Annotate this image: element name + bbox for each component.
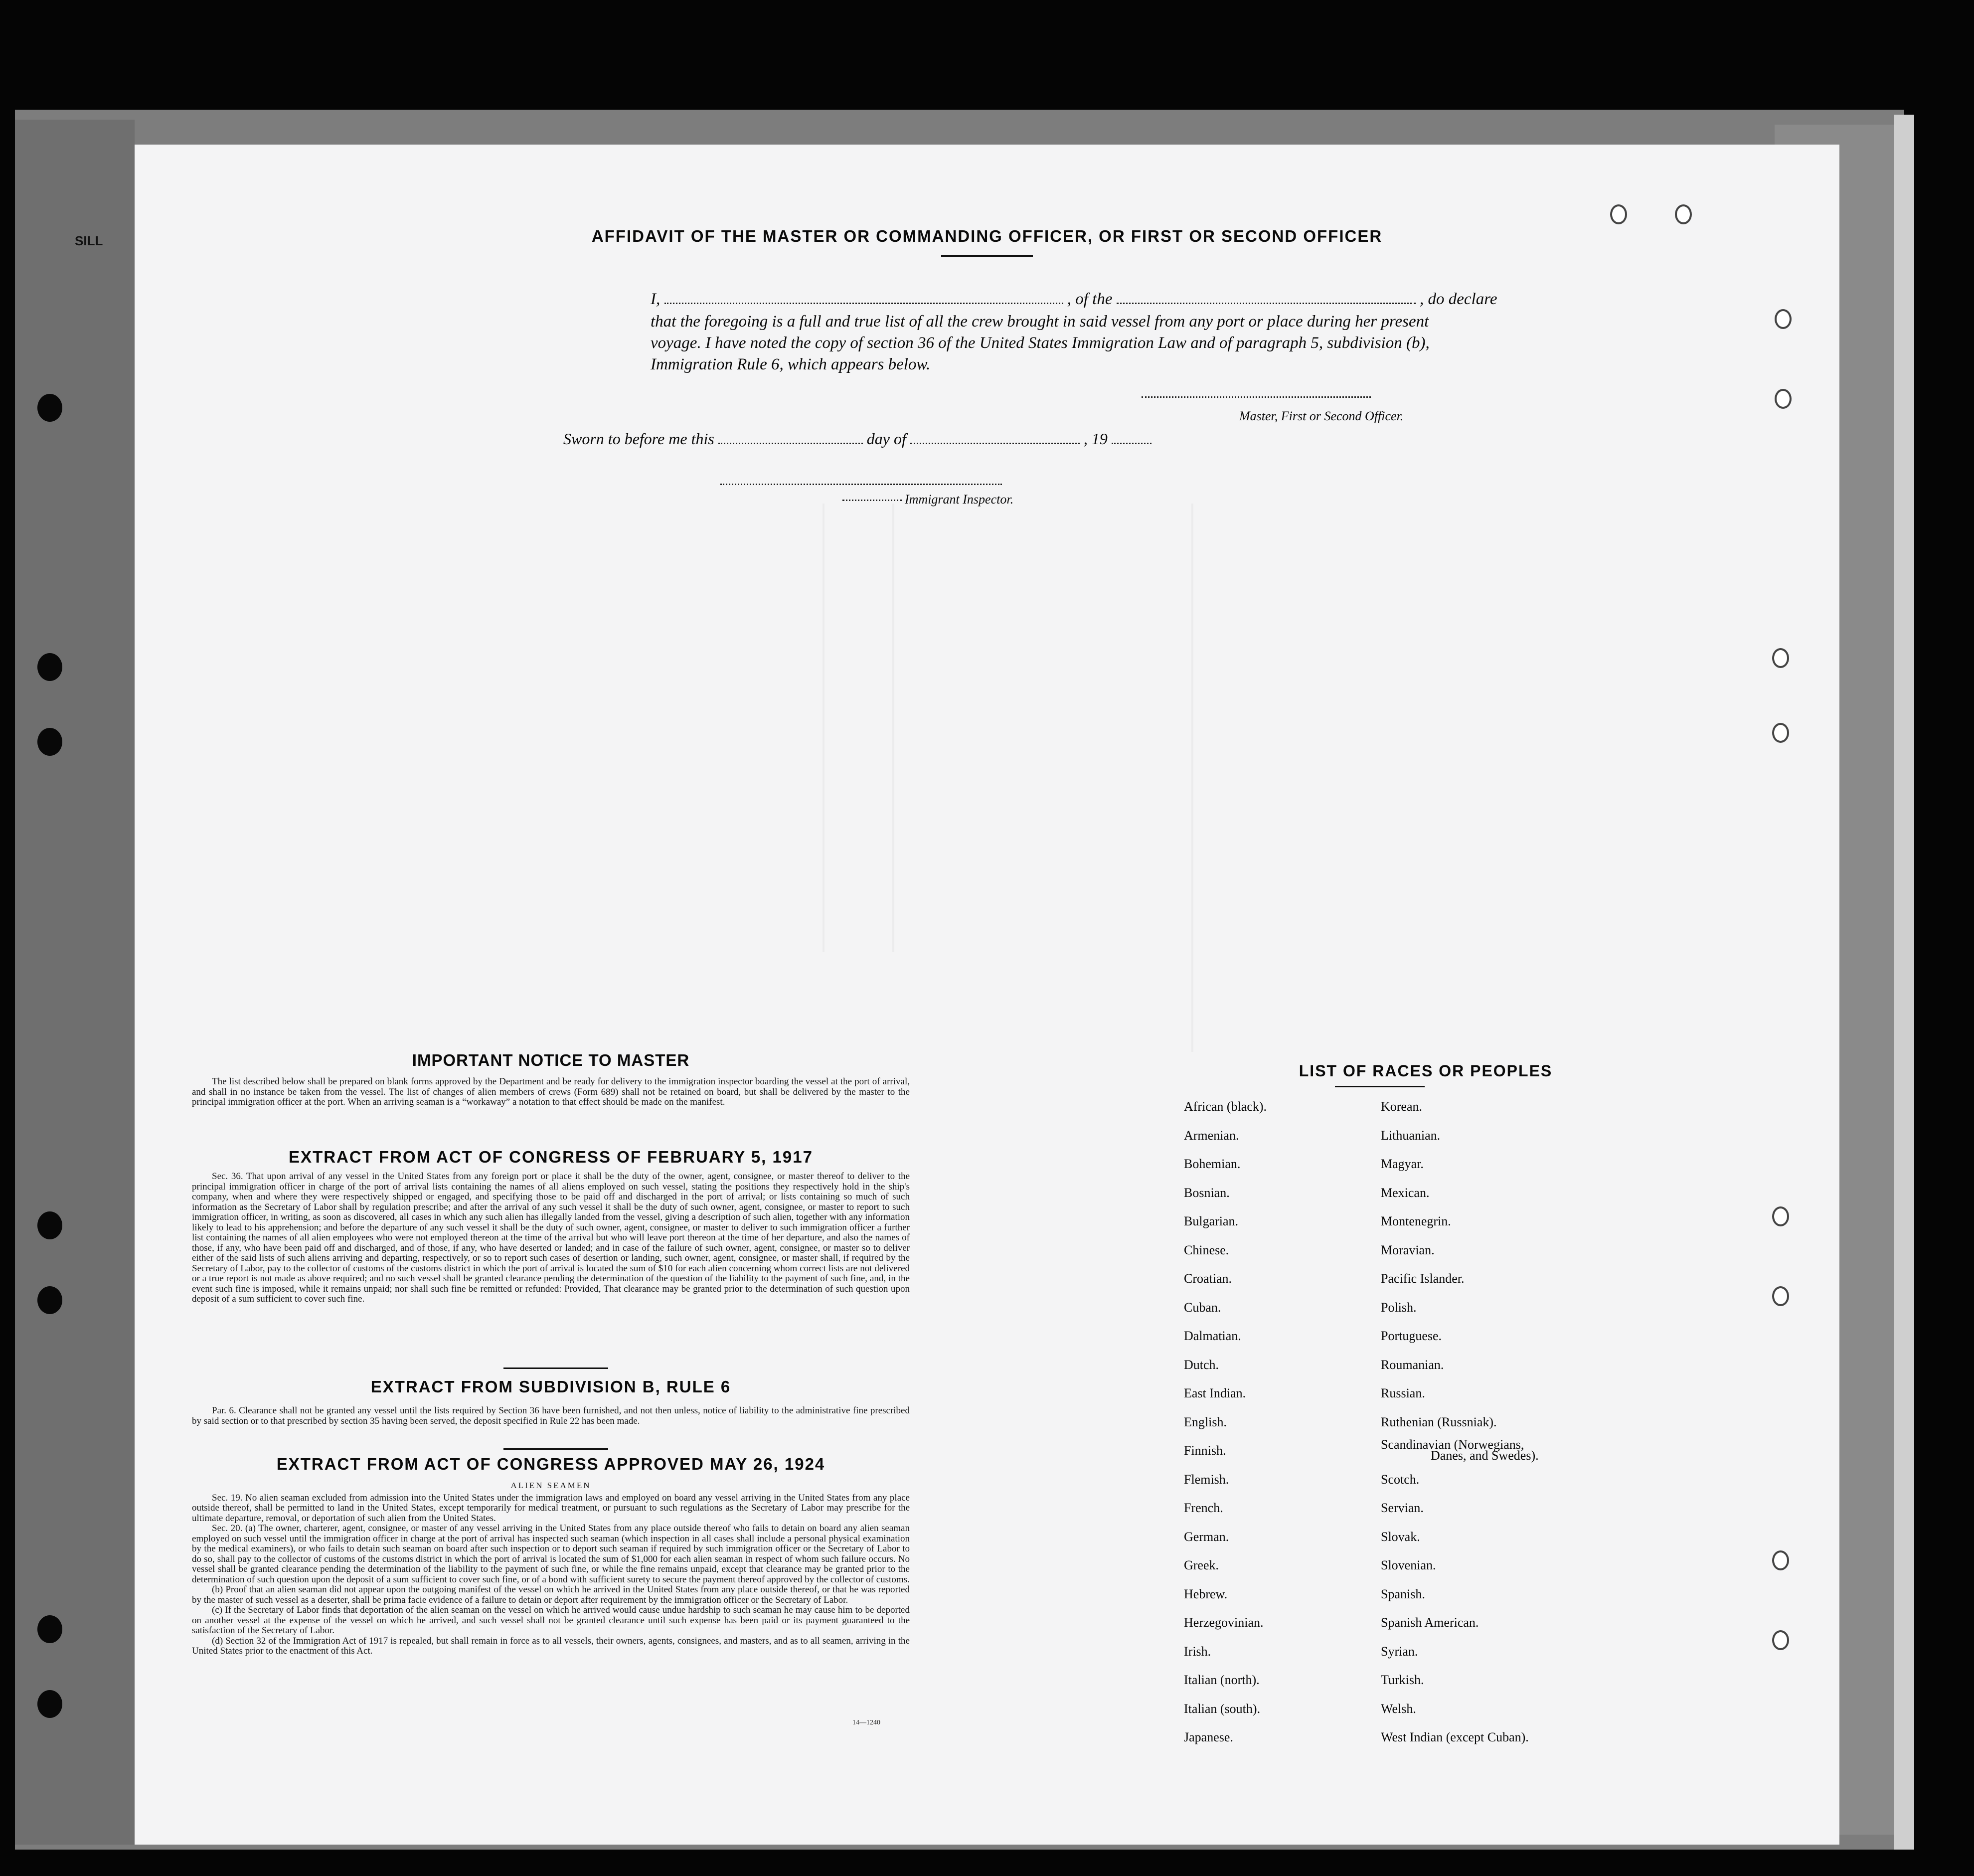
affidavit-title: AFFIDAVIT OF THE MASTER OR COMMANDING OFFICER, OR FIRST OR SECOND OFFICER xyxy=(591,227,1383,245)
race-item: Mexican. xyxy=(1381,1185,1430,1200)
page-hole xyxy=(1772,648,1789,668)
inspector-signature-line xyxy=(720,484,1002,485)
race-item: Chinese. xyxy=(1184,1242,1229,1257)
page-hole xyxy=(1675,204,1692,224)
race-item: Italian (south). xyxy=(1184,1701,1261,1716)
inspector-label: Immigrant Inspector. xyxy=(905,492,1014,507)
race-item: Flemish. xyxy=(1184,1472,1229,1487)
page-hole xyxy=(1772,1286,1789,1306)
bleed-through-line xyxy=(1191,504,1193,1052)
month-blank xyxy=(910,433,1080,444)
bleed-through-line xyxy=(892,504,894,952)
race-item: Armenian. xyxy=(1184,1128,1239,1143)
race-item: Dutch. xyxy=(1184,1357,1219,1372)
race-item: Cuban. xyxy=(1184,1300,1221,1315)
alien-seamen-subtitle: ALIEN SEAMEN xyxy=(510,1481,591,1490)
race-item: East Indian. xyxy=(1184,1386,1246,1400)
race-item: Turkish. xyxy=(1381,1673,1424,1687)
page-hole xyxy=(1610,204,1627,224)
page-hole xyxy=(1775,309,1792,329)
race-item: German. xyxy=(1184,1529,1229,1544)
vessel-blank xyxy=(1117,293,1416,304)
race-item: West Indian (except Cuban). xyxy=(1381,1730,1529,1744)
race-item: Pacific Islander. xyxy=(1381,1271,1465,1286)
sworn-line: Sworn to before me this day of , 19 xyxy=(563,430,1152,448)
affidavit-line-3: voyage. I have noted the copy of section 36 of the United States Immigration Law and of paragraph 5, subdivision (b), xyxy=(651,334,1430,352)
affidavit-line-4: Immigration Rule 6, which appears below. xyxy=(651,355,931,373)
binder-hole xyxy=(37,653,62,681)
section-rule xyxy=(503,1448,608,1450)
backing-sheet-edge xyxy=(1894,115,1914,1850)
binder-hole xyxy=(37,1286,62,1314)
extract-rule6-body: Par. 6. Clearance shall not be granted any vessel until the lists required by Section 36 have been furnished, and not then unless, notice of liability to the administrative fine prescribed by said section or to that prescribed by section 35 having been served, the deposit specified in Rule 22 has been made. xyxy=(192,1405,910,1426)
races-title: LIST OF RACES OR PEOPLES xyxy=(1299,1062,1553,1080)
binder-hole xyxy=(37,1615,62,1643)
race-item: Syrian. xyxy=(1381,1644,1418,1659)
extract-1924-title: EXTRACT FROM ACT OF CONGRESS APPROVED MAY 26, 1924 xyxy=(276,1455,825,1473)
margin-mark: SILL xyxy=(75,233,103,248)
bleed-through-line xyxy=(822,504,824,952)
race-item: Welsh. xyxy=(1381,1701,1416,1716)
notice-body: The list described below shall be prepared on blank forms approved by the Department and be ready for delivery to the immigration inspector boarding the vessel at the port of arrival, and shall in no instance be taken from the vessel. The list of changes of alien members of crews (Form 689) shall not be retained on board, but shall be delivered by the master to the principal immigration officer at the port. When an arriving seaman is a “workaway” a notation to that effect should be made on the manifest. xyxy=(192,1076,910,1107)
race-item: Irish. xyxy=(1184,1644,1211,1659)
race-item: Bulgarian. xyxy=(1184,1214,1239,1228)
race-item: Slovenian. xyxy=(1381,1558,1436,1572)
left-binding-strip xyxy=(15,120,135,1845)
race-item: French. xyxy=(1184,1501,1223,1515)
race-item: Montenegrin. xyxy=(1381,1214,1451,1228)
race-item: Scandinavian (Norwegians, xyxy=(1381,1437,1524,1452)
race-item: Spanish American. xyxy=(1381,1615,1479,1630)
inspector-short-line xyxy=(842,500,902,501)
binder-hole xyxy=(37,1211,62,1239)
race-item: Herzegovinian. xyxy=(1184,1615,1264,1630)
race-item: Servian. xyxy=(1381,1501,1424,1515)
extract-1917-title: EXTRACT FROM ACT OF CONGRESS OF FEBRUARY 5, 1917 xyxy=(289,1148,813,1166)
race-item: Magyar. xyxy=(1381,1157,1424,1171)
race-item: Korean. xyxy=(1381,1099,1423,1114)
binder-hole xyxy=(37,1690,62,1718)
races-title-rule xyxy=(1335,1086,1425,1087)
day-blank xyxy=(718,433,863,444)
race-item: Spanish. xyxy=(1381,1586,1425,1601)
race-item: Bohemian. xyxy=(1184,1157,1241,1171)
race-item: Ruthenian (Russniak). xyxy=(1381,1414,1497,1429)
race-item: Moravian. xyxy=(1381,1242,1435,1257)
page-hole xyxy=(1772,1550,1789,1570)
race-item: Roumanian. xyxy=(1381,1357,1444,1372)
signature-line xyxy=(1142,396,1371,398)
page-hole xyxy=(1772,1206,1789,1226)
race-item: Greek. xyxy=(1184,1558,1219,1572)
race-item: African (black). xyxy=(1184,1099,1267,1114)
race-item: Italian (north). xyxy=(1184,1673,1260,1687)
race-item: Lithuanian. xyxy=(1381,1128,1441,1143)
race-item: Slovak. xyxy=(1381,1529,1420,1544)
page-hole xyxy=(1772,723,1789,743)
race-item: Hebrew. xyxy=(1184,1586,1228,1601)
manifest-page xyxy=(135,145,1839,1845)
race-item: Finnish. xyxy=(1184,1443,1226,1458)
title-rule xyxy=(941,255,1033,257)
form-number: 14—1240 xyxy=(852,1719,880,1726)
race-item: Polish. xyxy=(1381,1300,1417,1315)
section-rule xyxy=(503,1367,608,1369)
signature-label: Master, First or Second Officer. xyxy=(1239,409,1404,423)
extract-1917-body: Sec. 36. That upon arrival of any vessel in the United States from any foreign port or place it shall be the duty of the owner, agent, consignee, or master thereof to deliver to the principal immigration officer in charge of the port of arrival lists containing the names of all aliens employed on such vessel, stating the positions they respectively hold in the ship's company, when and where they were respectively shipped or engaged, and specifying those to be paid off and discharged in the port of arrival; or lists containing so much of such information as the Secretary of Labor shall by regulation prescribe; and after the arrival of any such vessel it shall be the duty of such owner, agent, consignee, or master to report to such immigration officer, in writing, as soon as discovered, all cases in which any such alien has illegally landed from the vessel, giving a description of such alien, together with any information likely to lead to his apprehension; and before the departure of any such vessel it shall be the duty of such owner, agent, consignee, or master to deliver to such immigration officer a further list containing the names of all alien employees who were not employed thereon at the time of the arrival but who will leave port thereon at the time of her departure, and also the names of those, if any, who have been paid off and discharged, and of those, if any, who have deserted or landed; and in case of the failure of such owner, agent, consignee, or master so to deliver either of the said lists of such aliens arriving and departing, respectively, or so to report such cases of desertion or landing, such owner, agent, consignee, or master shall, if required by the Secretary of Labor, pay to the collector of customs of the customs district in which the port of arrival is located the sum of $10 for each alien concerning whom correct lists are not delivered or a true report is not made as above required; and no such vessel shall be granted clearance pending the determination of the question of the liability to the payment of such fine, and, in the event such fine is imposed, while it remains unpaid; nor shall such fine be remitted or refunded: Provided, That clearance may be granted prior to the determination of such question upon deposit of a sum sufficient to cover such fine. xyxy=(192,1171,910,1304)
extract-rule6-title: EXTRACT FROM SUBDIVISION B, RULE 6 xyxy=(370,1377,731,1396)
race-item: Croatian. xyxy=(1184,1271,1232,1286)
affidavit-line-1: I, , of the , do declare xyxy=(651,290,1497,308)
page-hole xyxy=(1772,1630,1789,1650)
race-item: English. xyxy=(1184,1414,1227,1429)
name-blank xyxy=(664,293,1063,304)
binder-hole xyxy=(37,728,62,756)
race-item: Scotch. xyxy=(1381,1472,1420,1487)
extract-1924-body: ALIEN SEAMEN Sec. 19. No alien seaman excluded from admission into the United States under the immigration laws and employed on board any vessel arriving in the United States from any place outside thereof, shall be permitted to land in the United States, except temporarily for medical treatment, or pursuant to such regulations as the Secretary of Labor may prescribe for the ultimate departure, removal, or deportation of such alien from the United States. Sec. 20. (a) The owner, charterer, agent, consignee, or master of any vessel arriving in the United States from any place outside thereof who fails to detain on board any alien seaman employed on such vessel until the immigration officer in charge at the port of arrival has inspected such seaman (which inspection in all cases shall include a personal physical examination by the medical examiners), or who fails to detain such seaman on board after such inspection or to deport such seaman if required by such immigration officer or the Secretary of Labor to do so, shall pay to the collector of customs of the customs district in which the port of arrival is located the sum of $1,000 for each alien seaman in respect of whom such failure occurs. No vessel shall be granted clearance pending the determination of the liability to the payment of such fine, or while the fine remains unpaid, except that clearance may be granted prior to the determination of such question upon the deposit of a sum sufficient to cover such fine, or of a bond with sufficient surety to secure the payment thereof approved by the collector of customs. (b) Proof that an alien seaman did not appear upon the outgoing manifest of the vessel on which he arrived in the United States from any place outside thereof, or that he was reported by the master of such vessel as a deserter, shall be prima facie evidence of a failure to detain or deport after requirement by the immigration officer or the Secretary of Labor. (c) If the Secretary of Labor finds that deportation of the alien seaman on the vessel on which he arrived would cause undue hardship to such seaman he may cause him to be deported on another vessel at the expense of the vessel on which he arrived, and such vessel shall not be granted clearance until such expense has been paid or its payment guaranteed to the satisfaction of the Secretary of Labor. (d) Section 32 of the Immigration Act of 1917 is repealed, but shall remain in force as to all vessels, their owners, agents, consignees, and masters, and as to all seamen, arriving in the United States prior to the enactment of this Act. xyxy=(192,1481,910,1656)
race-item: Dalmatian. xyxy=(1184,1329,1241,1343)
page-hole xyxy=(1775,389,1792,409)
race-item: Danes, and Swedes). xyxy=(1431,1448,1539,1463)
year-blank xyxy=(1112,433,1152,444)
race-item: Bosnian. xyxy=(1184,1185,1230,1200)
race-item: Russian. xyxy=(1381,1386,1425,1400)
race-item: Japanese. xyxy=(1184,1730,1233,1744)
binder-hole xyxy=(37,394,62,422)
notice-title: IMPORTANT NOTICE TO MASTER xyxy=(412,1051,690,1069)
affidavit-line-2: that the foregoing is a full and true list of all the crew brought in said vessel from any port or place during her present xyxy=(651,313,1429,331)
race-item: Portuguese. xyxy=(1381,1329,1442,1343)
